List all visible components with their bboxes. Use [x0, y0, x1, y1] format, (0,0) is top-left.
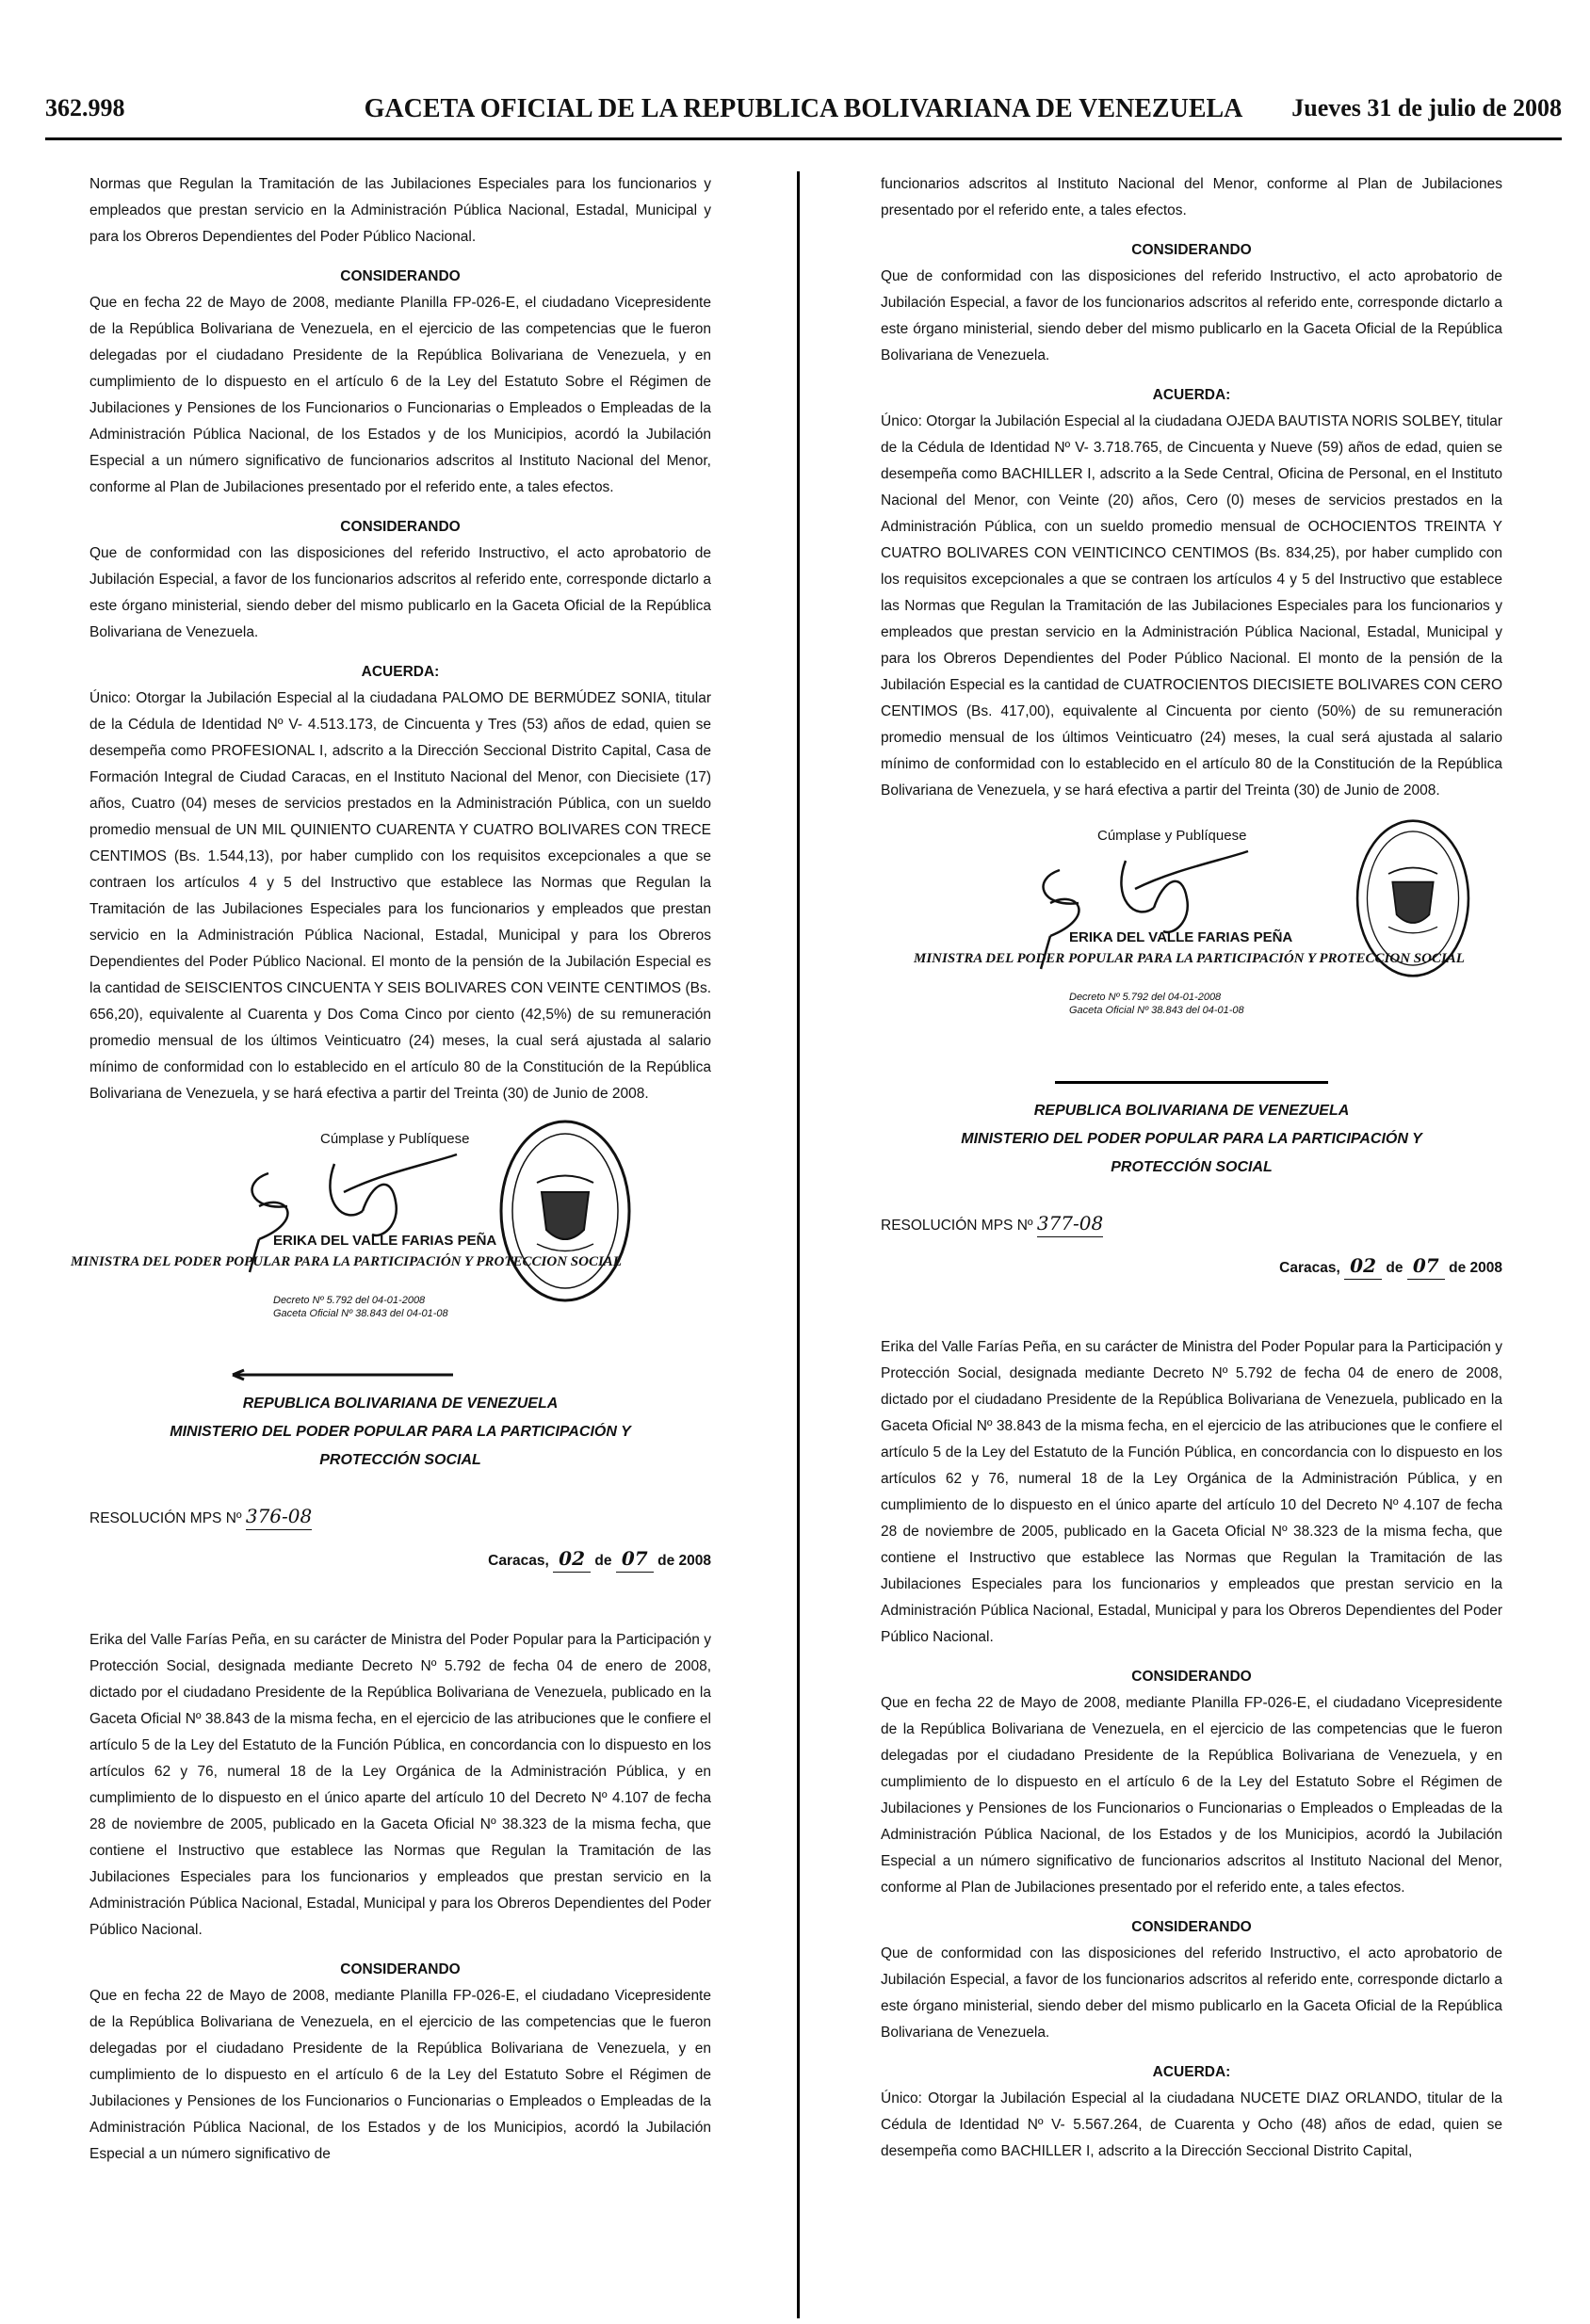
separator-arrow [89, 1362, 711, 1390]
considerando-heading: CONSIDERANDO [1131, 242, 1252, 258]
ministry-title-cont: PROTECCIÓN SOCIAL [319, 1452, 481, 1468]
ministry-title: MINISTERIO DEL PODER POPULAR PARA LA PARTICIPACIÓN Y [170, 1424, 631, 1440]
considerando-paragraph: Que en fecha 22 de Mayo de 2008, mediante Planilla FP-026-E, el ciudadano Vicepresidente de la República Bolivariana de Venezuela, en el ejercicio de las competencias que le fueron delegadas por el ciudadano Presidente de la República Bolivariana de Venezuela, y en cumplimiento de lo dispuesto en el artículo 6 de la Ley del Estatuto Sobre el Régimen de Jubilaciones y Pensiones de los Funcionarios o Funcionarias o Empleados o Empleadas de la Administración Pública Nacional, de los Estados y de los Municipios, acordó la Jubilación Especial a un número significativo de [89, 1988, 711, 2162]
republic-title: REPUBLICA BOLIVARIANA DE VENEZUELA [242, 1396, 559, 1412]
ministry-seal-icon [1352, 814, 1474, 983]
date-day: 02 [1344, 1252, 1382, 1280]
resolucion-label: RESOLUCIÓN MPS Nº [881, 1218, 1033, 1234]
date-de: de [1386, 1260, 1403, 1276]
gazette-line: Gaceta Oficial Nº 38.843 del 04-01-08 [1069, 1005, 1244, 1016]
republic-title: REPUBLICA BOLIVARIANA DE VENEZUELA [1033, 1103, 1350, 1119]
acuerda-paragraph: Único: Otorgar la Jubilación Especial al la ciudadana OJEDA BAUTISTA NORIS SOLBEY, titular de la Cédula de Identidad Nº V- 3.718.765, de Cincuenta y Nueve (59) años de edad, quien se desempeña como BACHILLER I, adscrito a la Sede Central, Oficina de Personal, en el Instituto Nacional del Menor, con Veinte (20) años, Cero (0) meses de servicios prestados en la Administración Pública, con un sueldo promedio mensual de OCHOCIENTOS TREINTA Y CUATRO BOLIVARES CON VEINTICINCO CENTIMOS (Bs. 834,25), por haber cumplido con los requisitos excepcionales a que se contraen los artículos 4 y 5 del Instructivo que establece las Normas que Regulan la Tramitación de las Jubilaciones Especiales para los funcionarios y empleados que prestan servicio en la Administración Pública Nacional, Estadal, Municipal y para los Obreros Dependientes del Poder Público Nacional. El monto de la pensión de la Jubilación Especial es la cantidad de CUATROCIENTOS DIECISIETE BOLIVARES CON CERO CENTIMOS (Bs. 417,00), equivalente al Cincuenta por ciento (50%) de su remuneración promedio mensual de los últimos Veinticuatro (24) meses, la cual será ajustada al salario mínimo de conformidad con lo establecido en el artículo 80 de la Constitución de la República Bolivariana de Venezuela, y se hará efectiva a partir del Treinta (30) de Junio de 2008. [881, 413, 1502, 799]
signature-block [881, 814, 1502, 1058]
separator-rule [1055, 1081, 1328, 1084]
cumplase-label: Cúmplase y Publíquese [1097, 828, 1247, 844]
signatory-decree [1069, 991, 1244, 1017]
preamble-paragraph: Erika del Valle Farías Peña, en su carácter de Ministra del Poder Popular para la Participación y Protección Social, designada mediante Decreto Nº 5.792 de fecha 04 de enero de 2008, dictado por el ciudadano Presidente de la República Bolivariana de Venezuela, publicado en la Gaceta Oficial Nº 38.843 de la misma fecha, en el ejercicio de las atribuciones que le confiere el artículo 5 de la Ley del Estatuto de la Función Pública, en concordancia con lo dispuesto en los artículos 62 y 76, numeral 18 de la Ley Orgánica de la Administración Pública, y en cumplimiento de lo dispuesto en el único aparte del artículo 10 del Decreto Nº 4.107 de fecha 28 de noviembre de 2005, publicado en la Gaceta Oficial Nº 38.323 de la misma fecha, que contiene el Instructivo que establece las Normas que Regulan la Tramitación de las Jubilaciones Especiales para los funcionarios y empleados que prestan servicio en la Administración Pública Nacional, Estadal, Municipal y para los Obreros Dependientes del Poder Público Nacional. [881, 1339, 1502, 1645]
column-divider [797, 171, 800, 2318]
resolucion-number: 376-08 [246, 1503, 312, 1530]
header-rule [45, 137, 1562, 140]
signatory-title: MINISTRA DEL PODER POPULAR PARA LA PARTICIPACIÓN Y PROTECCION SOCIAL [71, 1254, 622, 1269]
decree-line: Decreto Nº 5.792 del 04-01-2008 [273, 1295, 426, 1306]
ministry-seal-icon [495, 1117, 636, 1305]
acuerda-heading: ACUERDA: [1152, 387, 1231, 403]
resolucion-label: RESOLUCIÓN MPS Nº [89, 1510, 242, 1526]
signatory-title: MINISTRA DEL PODER POPULAR PARA LA PARTICIPACIÓN Y PROTECCION SOCIAL [914, 951, 1465, 966]
ministry-title: MINISTERIO DEL PODER POPULAR PARA LA PARTICIPACIÓN Y [961, 1131, 1422, 1147]
considerando-heading: CONSIDERANDO [340, 519, 461, 535]
resolucion-line [881, 1210, 1502, 1239]
gazette-title: GACETA OFICIAL DE LA REPUBLICA BOLIVARIANA DE VENEZUELA [364, 94, 1243, 123]
signatory-name: ERIKA DEL VALLE FARIAS PEÑA [273, 1233, 497, 1249]
left-column [71, 171, 711, 2168]
date-city: Caracas, [1279, 1260, 1340, 1276]
acuerda-heading: ACUERDA: [1152, 2064, 1231, 2080]
considerando-paragraph: Que de conformidad con las disposiciones del referido Instructivo, el acto aprobatorio de Jubilación Especial, a favor de los funcionarios adscritos al referido ente, corresponde dictarlo a este órgano ministerial, siendo deber del mismo publicarlo en la Gaceta Oficial de la República Bolivariana de Venezuela. [881, 1945, 1502, 2041]
ministry-title-cont: PROTECCIÓN SOCIAL [1111, 1159, 1273, 1175]
gazette-line: Gaceta Oficial Nº 38.843 del 04-01-08 [273, 1308, 448, 1319]
date-city: Caracas, [488, 1553, 549, 1569]
right-column [881, 171, 1502, 2165]
considerando-heading: CONSIDERANDO [340, 1961, 461, 1977]
signatory-name: ERIKA DEL VALLE FARIAS PEÑA [1069, 929, 1293, 945]
resolucion-number: 377-08 [1037, 1210, 1103, 1237]
gazette-header [45, 94, 1562, 132]
date-day: 02 [553, 1545, 591, 1573]
considerando-heading: CONSIDERANDO [1131, 1669, 1252, 1685]
considerando-heading: CONSIDERANDO [340, 268, 461, 284]
considerando-heading: CONSIDERANDO [1131, 1919, 1252, 1935]
resolucion-line [89, 1503, 711, 1532]
date-month: 07 [1407, 1252, 1445, 1280]
issue-date: Jueves 31 de julio de 2008 [1291, 94, 1562, 121]
cumplase-label: Cúmplase y Publíquese [320, 1131, 470, 1147]
considerando-paragraph: Que en fecha 22 de Mayo de 2008, mediante Planilla FP-026-E, el ciudadano Vicepresidente de la República Bolivariana de Venezuela, en el ejercicio de las competencias que le fueron delegadas por el ciudadano Presidente de la República Bolivariana de Venezuela, y en cumplimiento de lo dispuesto en el artículo 6 de la Ley del Estatuto Sobre el Régimen de Jubilaciones y Pensiones de los Funcionarios o Funcionarias o Empleados o Empleadas de la Administración Pública Nacional, de los Estados y de los Municipios, acordó la Jubilación Especial a un número significativo de funcionarios adscritos al Instituto Nacional del Menor, conforme al Plan de Jubilaciones presentado por el referido ente, a tales efectos. [89, 295, 711, 495]
acuerda-paragraph: Único: Otorgar la Jubilación Especial al la ciudadana NUCETE DIAZ ORLANDO, titular de la Cédula de Identidad Nº V- 5.567.264, de Cuarenta y Ocho (48) años de edad, quien se desempeña como BACHILLER I, adscrito a la Dirección Seccional Distrito Capital, [881, 2090, 1502, 2159]
intro-paragraph: funcionarios adscritos al Instituto Nacional del Menor, conforme al Plan de Jubilaciones presentado por el referido ente, a tales efectos. [881, 176, 1502, 218]
acuerda-paragraph: Único: Otorgar la Jubilación Especial al la ciudadana PALOMO DE BERMÚDEZ SONIA, titular de la Cédula de Identidad Nº V- 4.513.173, de Cincuenta y Tres (53) años de edad, quien se desempeña como PROFESIONAL I, adscrito a la Dirección Seccional Distrito Capital, Casa de Formación Integral de Ciudad Caracas, en el Instituto Nacional del Menor, con Diecisiete (17) años, Cuatro (04) meses de servicios prestados en la Administración Pública, con un sueldo promedio mensual de UN MIL QUINIENTO CUARENTA Y CUATRO BOLIVARES CON TRECE CENTIMOS (Bs. 1.544,13), por haber cumplido con los requisitos excepcionales a que se contraen los artículos 4 y 5 del Instructivo que establece las Normas que Regulan la Tramitación de las Jubilaciones Especiales para los funcionarios y empleados que prestan servicio en la Administración Pública Nacional, Estadal, Municipal y para los Obreros Dependientes del Poder Público Nacional. El monto de la pensión de la Jubilación Especial es la cantidad de SEISCIENTOS CINCUENTA Y SEIS BOLIVARES CON VEINTE CENTIMOS (Bs. 656,20), equivalente al Cuarenta y Dos Coma Cinco por ciento (42,5%) de su remuneración promedio mensual de los últimos Veinticuatro (24) meses, la cual será ajustada al salario mínimo de conformidad con lo establecido en el artículo 80 de la Constitución de la República Bolivariana de Venezuela, y se hará efectiva a partir del Treinta (30) de Junio de 2008. [89, 690, 711, 1102]
date-year: de 2008 [1449, 1260, 1502, 1276]
date-line [89, 1545, 711, 1574]
date-de: de [594, 1553, 612, 1569]
acuerda-heading: ACUERDA: [361, 664, 440, 680]
preamble-paragraph: Erika del Valle Farías Peña, en su carácter de Ministra del Poder Popular para la Participación y Protección Social, designada mediante Decreto Nº 5.792 de fecha 04 de enero de 2008, dictado por el ciudadano Presidente de la República Bolivariana de Venezuela, publicado en la Gaceta Oficial Nº 38.843 de la misma fecha, en el ejercicio de las atribuciones que le confiere el artículo 5 de la Ley del Estatuto de la Función Pública, en concordancia con lo dispuesto en los artículos 62 y 76, numeral 18 de la Ley Orgánica de la Administración Pública, y en cumplimiento de lo dispuesto en el único aparte del artículo 10 del Decreto Nº 4.107 de fecha 28 de noviembre de 2005, publicado en la Gaceta Oficial Nº 38.323 de la misma fecha, que contiene el Instructivo que establece las Normas que Regulan la Tramitación de las Jubilaciones Especiales para los funcionarios y empleados que prestan servicio en la Administración Pública Nacional, Estadal, Municipal y para los Obreros Dependientes del Poder Público Nacional. [89, 1632, 711, 1938]
considerando-paragraph: Que en fecha 22 de Mayo de 2008, mediante Planilla FP-026-E, el ciudadano Vicepresidente de la República Bolivariana de Venezuela, en el ejercicio de las competencias que le fueron delegadas por el ciudadano Presidente de la República Bolivariana de Venezuela, y en cumplimiento de lo dispuesto en el artículo 6 de la Ley del Estatuto Sobre el Régimen de Jubilaciones y Pensiones de los Funcionarios o Funcionarias o Empleados o Empleadas de la Administración Pública Nacional, de los Estados y de los Municipios, acordó la Jubilación Especial a un número significativo de funcionarios adscritos al Instituto Nacional del Menor, conforme al Plan de Jubilaciones presentado por el referido ente, a tales efectos. [881, 1695, 1502, 1896]
signatory-decree [273, 1294, 448, 1320]
intro-paragraph: Normas que Regulan la Tramitación de las Jubilaciones Especiales para los funcionarios y empleados que prestan servicio en la Administración Pública Nacional, Estadal, Municipal y para los Obreros Dependientes del Poder Público Nacional. [89, 176, 711, 245]
signature-block [71, 1117, 711, 1362]
considerando-paragraph: Que de conformidad con las disposiciones del referido Instructivo, el acto aprobatorio de Jubilación Especial, a favor de los funcionarios adscritos al referido ente, corresponde dictarlo a este órgano ministerial, siendo deber del mismo publicarlo en la Gaceta Oficial de la República Bolivariana de Venezuela. [881, 268, 1502, 363]
considerando-paragraph: Que de conformidad con las disposiciones del referido Instructivo, el acto aprobatorio de Jubilación Especial, a favor de los funcionarios adscritos al referido ente, corresponde dictarlo a este órgano ministerial, siendo deber del mismo publicarlo en la Gaceta Oficial de la República Bolivariana de Venezuela. [89, 545, 711, 640]
date-month: 07 [616, 1545, 654, 1573]
date-year: de 2008 [657, 1553, 711, 1569]
date-line [881, 1252, 1502, 1282]
decree-line: Decreto Nº 5.792 del 04-01-2008 [1069, 992, 1222, 1003]
page-number: 362.998 [45, 94, 125, 121]
